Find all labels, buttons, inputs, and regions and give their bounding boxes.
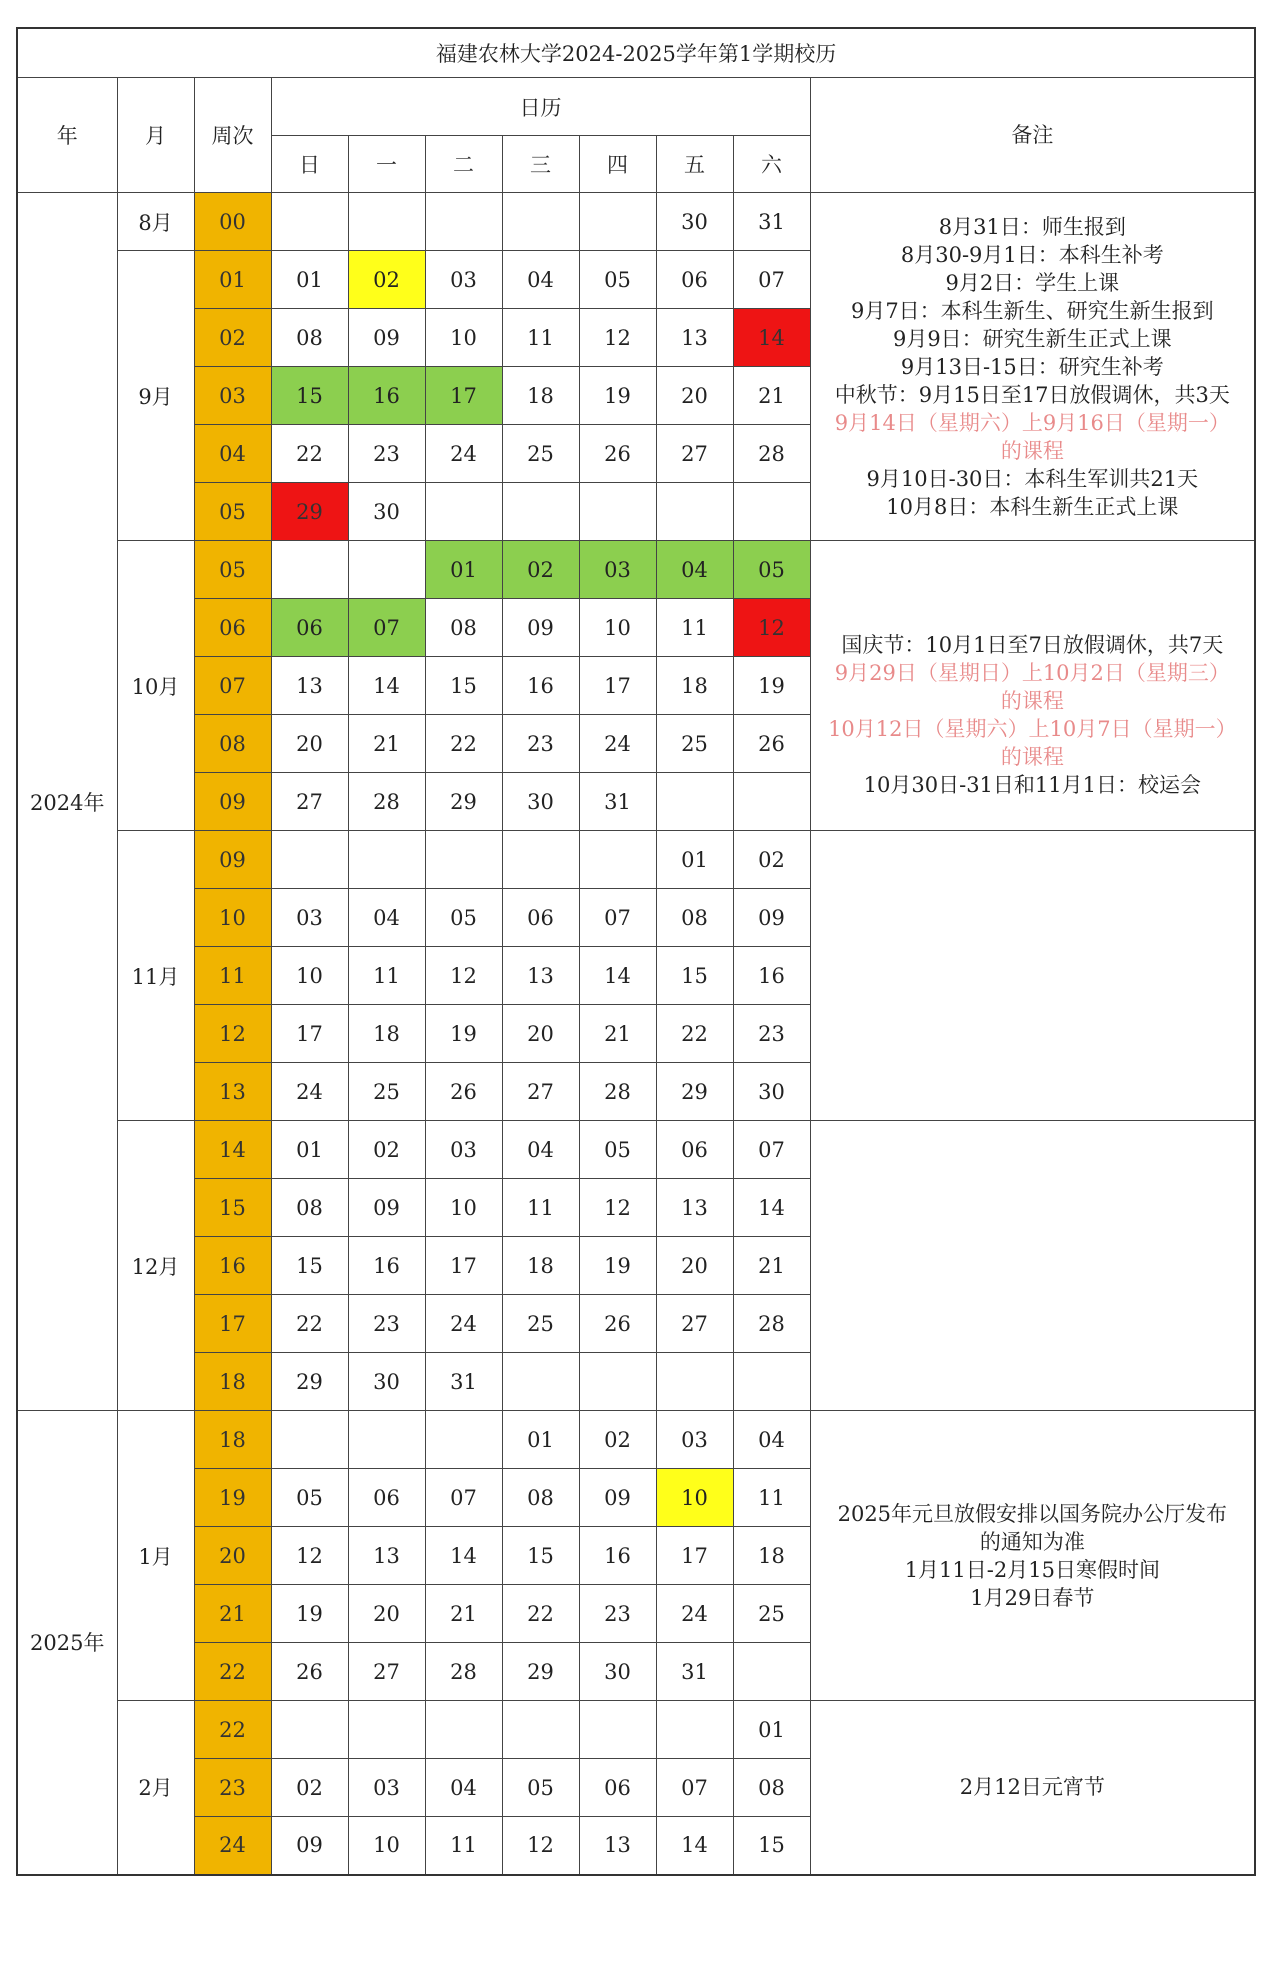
date-cell: 24 [271,1063,348,1121]
date-cell [425,1411,502,1469]
date-cell: 10 [579,599,656,657]
date-cell: 17 [656,1527,733,1585]
note-line: 2025年元旦放假安排以国务院办公厅发布 [837,1501,1228,1526]
date-cell: 30 [348,1353,425,1411]
note-line: 9月29日（星期日）上10月2日（星期三） [834,660,1230,685]
week-number-cell: 13 [194,1063,271,1121]
week-row [17,831,1255,889]
note-line: 1月11日-2月15日寒假时间 [904,1557,1160,1582]
date-cell: 19 [579,367,656,425]
date-cell: 26 [579,425,656,483]
date-cell: 04 [425,1759,502,1817]
date-cell [502,1701,579,1759]
note-line: 1月29日春节 [970,1585,1095,1610]
date-cell: 13 [656,309,733,367]
week-number-cell: 23 [194,1759,271,1817]
week-number-cell: 15 [194,1179,271,1237]
date-cell [733,1643,810,1701]
date-cell: 06 [502,889,579,947]
date-cell: 06 [579,1759,656,1817]
date-cell [656,483,733,541]
week-row [17,1121,1255,1179]
note-line: 9月2日：学生上课 [945,270,1120,295]
date-cell: 19 [425,1005,502,1063]
date-cell: 02 [579,1411,656,1469]
date-cell: 08 [425,599,502,657]
date-cell: 08 [733,1759,810,1817]
week-number-cell: 16 [194,1237,271,1295]
date-cell [579,483,656,541]
date-cell: 20 [271,715,348,773]
date-cell: 13 [348,1527,425,1585]
date-cell: 24 [579,715,656,773]
date-cell: 15 [271,1237,348,1295]
date-cell [579,1353,656,1411]
note-line: 8月30-9月1日：本科生补考 [900,242,1164,267]
note-line: 的通知为准 [979,1529,1085,1554]
date-cell: 26 [733,715,810,773]
date-cell: 31 [579,773,656,831]
date-cell: 05 [425,889,502,947]
date-cell: 21 [425,1585,502,1643]
date-cell: 14 [656,1817,733,1875]
date-cell: 23 [733,1005,810,1063]
date-cell [425,831,502,889]
date-cell: 02 [271,1759,348,1817]
date-cell: 11 [502,309,579,367]
date-cell: 08 [656,889,733,947]
note-line: 9月7日：本科生新生、研究生新生报到 [850,298,1214,323]
date-cell: 04 [733,1411,810,1469]
date-cell: 02 [348,1121,425,1179]
date-cell [348,541,425,599]
date-cell: 01 [425,541,502,599]
month-cell: 1月 [117,1411,194,1701]
date-cell: 08 [271,309,348,367]
date-cell: 21 [733,367,810,425]
date-cell [425,193,502,251]
date-cell: 02 [502,541,579,599]
date-cell [502,1353,579,1411]
note-line: 的课程 [1000,744,1064,769]
date-cell: 27 [656,425,733,483]
date-cell: 25 [502,425,579,483]
year-header: 年 [17,78,117,193]
date-cell [348,193,425,251]
date-cell: 26 [271,1643,348,1701]
date-cell [271,541,348,599]
date-cell: 04 [502,251,579,309]
date-cell: 12 [502,1817,579,1875]
date-cell: 23 [348,1295,425,1353]
date-cell [348,1411,425,1469]
date-cell: 25 [348,1063,425,1121]
date-cell: 29 [271,1353,348,1411]
date-cell [425,483,502,541]
date-cell: 06 [656,1121,733,1179]
date-cell [271,1701,348,1759]
date-cell: 24 [425,1295,502,1353]
week-number-cell: 05 [194,541,271,599]
date-cell: 22 [502,1585,579,1643]
date-cell: 28 [733,1295,810,1353]
date-cell: 29 [425,773,502,831]
note-line: 中秋节：9月15日至17日放假调休，共3天 [834,382,1230,407]
week-number-cell: 11 [194,947,271,1005]
date-cell: 25 [656,715,733,773]
note-line: 10月8日：本科生新生正式上课 [886,494,1179,519]
date-cell: 12 [425,947,502,1005]
date-cell: 13 [579,1817,656,1875]
date-cell: 05 [579,1121,656,1179]
date-cell: 16 [502,657,579,715]
note-line: 10月30日-31日和11月1日：校运会 [863,772,1201,797]
week-number-cell: 19 [194,1469,271,1527]
month-cell: 8月 [117,193,194,251]
date-cell: 07 [733,251,810,309]
date-cell: 02 [348,251,425,309]
date-cell [733,773,810,831]
note-line: 2月12日元宵节 [959,1775,1105,1800]
note-line: 10月12日（星期六）上10月7日（星期一） [828,716,1237,741]
date-cell: 11 [425,1817,502,1875]
date-cell: 02 [733,831,810,889]
week-number-cell: 14 [194,1121,271,1179]
note-line: 9月10日-30日：本科生军训共21天 [866,466,1199,491]
week-number-cell: 24 [194,1817,271,1875]
date-cell [271,193,348,251]
date-cell: 07 [656,1759,733,1817]
note-line: 的课程 [1000,438,1064,463]
weekday-header-wed: 三 [502,136,579,193]
date-cell: 28 [348,773,425,831]
year-cell: 2025年 [17,1411,117,1875]
date-cell [579,1701,656,1759]
date-cell: 18 [656,657,733,715]
date-cell: 16 [348,367,425,425]
date-cell [733,483,810,541]
date-cell: 17 [425,367,502,425]
date-cell: 10 [425,309,502,367]
date-cell: 18 [348,1005,425,1063]
date-cell: 06 [656,251,733,309]
week-row [17,1701,1255,1759]
notes-cell [810,1121,1255,1411]
date-cell: 11 [502,1179,579,1237]
date-cell [348,831,425,889]
week-number-cell: 03 [194,367,271,425]
month-cell: 10月 [117,541,194,831]
school-calendar-table [16,27,1256,1876]
date-cell: 20 [656,1237,733,1295]
note-line: 9月14日（星期六）上9月16日（星期一） [834,410,1230,435]
date-cell: 20 [656,367,733,425]
notes-header: 备注 [810,78,1255,193]
date-cell: 27 [502,1063,579,1121]
week-row [17,541,1255,599]
week-number-cell: 18 [194,1411,271,1469]
week-number-cell: 06 [194,599,271,657]
date-cell [656,1353,733,1411]
date-cell: 07 [348,599,425,657]
date-cell: 03 [425,251,502,309]
date-cell [502,831,579,889]
month-cell: 9月 [117,251,194,541]
date-cell: 06 [348,1469,425,1527]
date-cell: 24 [656,1585,733,1643]
note-line: 国庆节：10月1日至7日放假调休，共7天 [841,632,1224,657]
weekday-header-mon: 一 [348,136,425,193]
date-cell: 05 [271,1469,348,1527]
date-cell: 13 [502,947,579,1005]
month-cell: 11月 [117,831,194,1121]
date-cell: 05 [502,1759,579,1817]
date-cell: 27 [271,773,348,831]
date-cell: 19 [271,1585,348,1643]
date-cell: 12 [579,1179,656,1237]
date-cell: 09 [502,599,579,657]
date-cell [579,831,656,889]
date-cell: 22 [425,715,502,773]
date-cell: 18 [502,1237,579,1295]
note-line: 9月9日：研究生新生正式上课 [892,326,1172,351]
weekday-header-sun: 日 [271,136,348,193]
date-cell: 01 [271,1121,348,1179]
date-cell: 17 [271,1005,348,1063]
date-cell: 03 [579,541,656,599]
date-cell: 17 [425,1237,502,1295]
date-cell: 11 [733,1469,810,1527]
calendar-header: 日历 [271,78,810,136]
notes-cell [810,1701,1255,1875]
week-number-cell: 20 [194,1527,271,1585]
week-number-cell: 00 [194,193,271,251]
month-header: 月 [117,78,194,193]
week-row [17,1411,1255,1469]
year-cell: 2024年 [17,193,117,1411]
date-cell: 03 [348,1759,425,1817]
date-cell: 12 [579,309,656,367]
date-cell: 20 [502,1005,579,1063]
week-number-cell: 02 [194,309,271,367]
date-cell [733,1353,810,1411]
week-number-cell: 01 [194,251,271,309]
week-number-cell: 04 [194,425,271,483]
week-number-cell: 12 [194,1005,271,1063]
date-cell: 23 [579,1585,656,1643]
date-cell: 01 [656,831,733,889]
date-cell: 10 [425,1179,502,1237]
date-cell: 12 [271,1527,348,1585]
date-cell [425,1701,502,1759]
date-cell: 31 [425,1353,502,1411]
date-cell: 03 [425,1121,502,1179]
week-header: 周次 [194,78,271,193]
date-cell: 10 [271,947,348,1005]
note-line: 9月13日-15日：研究生补考 [900,354,1164,379]
date-cell: 07 [579,889,656,947]
date-cell [579,193,656,251]
date-cell: 19 [579,1237,656,1295]
week-number-cell: 07 [194,657,271,715]
date-cell: 15 [271,367,348,425]
date-cell: 21 [348,715,425,773]
date-cell: 10 [348,1817,425,1875]
date-cell: 09 [271,1817,348,1875]
date-cell: 28 [425,1643,502,1701]
date-cell: 30 [348,483,425,541]
date-cell: 24 [425,425,502,483]
week-number-cell: 08 [194,715,271,773]
month-cell: 2月 [117,1701,194,1875]
date-cell: 25 [733,1585,810,1643]
week-number-cell: 09 [194,831,271,889]
date-cell: 30 [579,1643,656,1701]
date-cell: 05 [579,251,656,309]
week-number-cell: 22 [194,1643,271,1701]
date-cell: 18 [733,1527,810,1585]
week-number-cell: 22 [194,1701,271,1759]
date-cell: 01 [271,251,348,309]
date-cell: 14 [348,657,425,715]
weekday-header-thu: 四 [579,136,656,193]
date-cell [348,1701,425,1759]
date-cell: 12 [733,599,810,657]
date-cell: 14 [579,947,656,1005]
month-cell: 12月 [117,1121,194,1411]
date-cell: 15 [656,947,733,1005]
date-cell: 14 [733,309,810,367]
date-cell: 11 [348,947,425,1005]
date-cell: 09 [348,309,425,367]
date-cell: 15 [425,657,502,715]
date-cell: 14 [425,1527,502,1585]
date-cell [271,831,348,889]
date-cell: 21 [579,1005,656,1063]
week-number-cell: 05 [194,483,271,541]
week-number-cell: 09 [194,773,271,831]
date-cell: 27 [348,1643,425,1701]
date-cell: 05 [733,541,810,599]
week-number-cell: 17 [194,1295,271,1353]
date-cell: 03 [271,889,348,947]
date-cell: 07 [425,1469,502,1527]
date-cell: 22 [271,1295,348,1353]
date-cell [502,483,579,541]
date-cell: 01 [733,1701,810,1759]
week-number-cell: 10 [194,889,271,947]
date-cell: 31 [733,193,810,251]
date-cell: 16 [579,1527,656,1585]
date-cell: 25 [502,1295,579,1353]
notes-cell [810,541,1255,831]
date-cell: 29 [656,1063,733,1121]
date-cell: 06 [271,599,348,657]
date-cell: 08 [502,1469,579,1527]
date-cell: 31 [656,1643,733,1701]
date-cell: 28 [733,425,810,483]
date-cell: 04 [656,541,733,599]
weekday-header-sat: 六 [733,136,810,193]
date-cell: 22 [271,425,348,483]
date-cell: 18 [502,367,579,425]
date-cell: 26 [579,1295,656,1353]
weekday-header-fri: 五 [656,136,733,193]
notes-cell [810,1411,1255,1701]
date-cell: 22 [656,1005,733,1063]
date-cell: 04 [348,889,425,947]
date-cell: 10 [656,1469,733,1527]
calendar-title: 福建农林大学2024-2025学年第1学期校历 [17,28,1255,78]
weekday-header-tue: 二 [425,136,502,193]
date-cell: 04 [502,1121,579,1179]
note-line: 8月31日：师生报到 [938,214,1126,239]
date-cell [656,773,733,831]
date-cell: 23 [502,715,579,773]
date-cell: 11 [656,599,733,657]
notes-cell [810,831,1255,1121]
date-cell: 19 [733,657,810,715]
date-cell: 15 [733,1817,810,1875]
date-cell: 09 [579,1469,656,1527]
week-row [17,193,1255,251]
date-cell: 28 [579,1063,656,1121]
date-cell: 13 [271,657,348,715]
date-cell: 16 [733,947,810,1005]
note-line: 的课程 [1000,688,1064,713]
date-cell: 29 [271,483,348,541]
date-cell: 17 [579,657,656,715]
date-cell: 08 [271,1179,348,1237]
date-cell: 26 [425,1063,502,1121]
date-cell [656,1701,733,1759]
date-cell: 20 [348,1585,425,1643]
date-cell: 16 [348,1237,425,1295]
date-cell [271,1411,348,1469]
date-cell: 03 [656,1411,733,1469]
date-cell: 30 [502,773,579,831]
date-cell: 13 [656,1179,733,1237]
date-cell: 07 [733,1121,810,1179]
date-cell [502,193,579,251]
date-cell: 15 [502,1527,579,1585]
date-cell: 29 [502,1643,579,1701]
date-cell: 01 [502,1411,579,1469]
date-cell: 21 [733,1237,810,1295]
date-cell: 09 [733,889,810,947]
week-number-cell: 21 [194,1585,271,1643]
date-cell: 30 [733,1063,810,1121]
date-cell: 30 [656,193,733,251]
date-cell: 27 [656,1295,733,1353]
notes-cell [810,193,1255,541]
week-number-cell: 18 [194,1353,271,1411]
date-cell: 14 [733,1179,810,1237]
date-cell: 23 [348,425,425,483]
date-cell: 09 [348,1179,425,1237]
